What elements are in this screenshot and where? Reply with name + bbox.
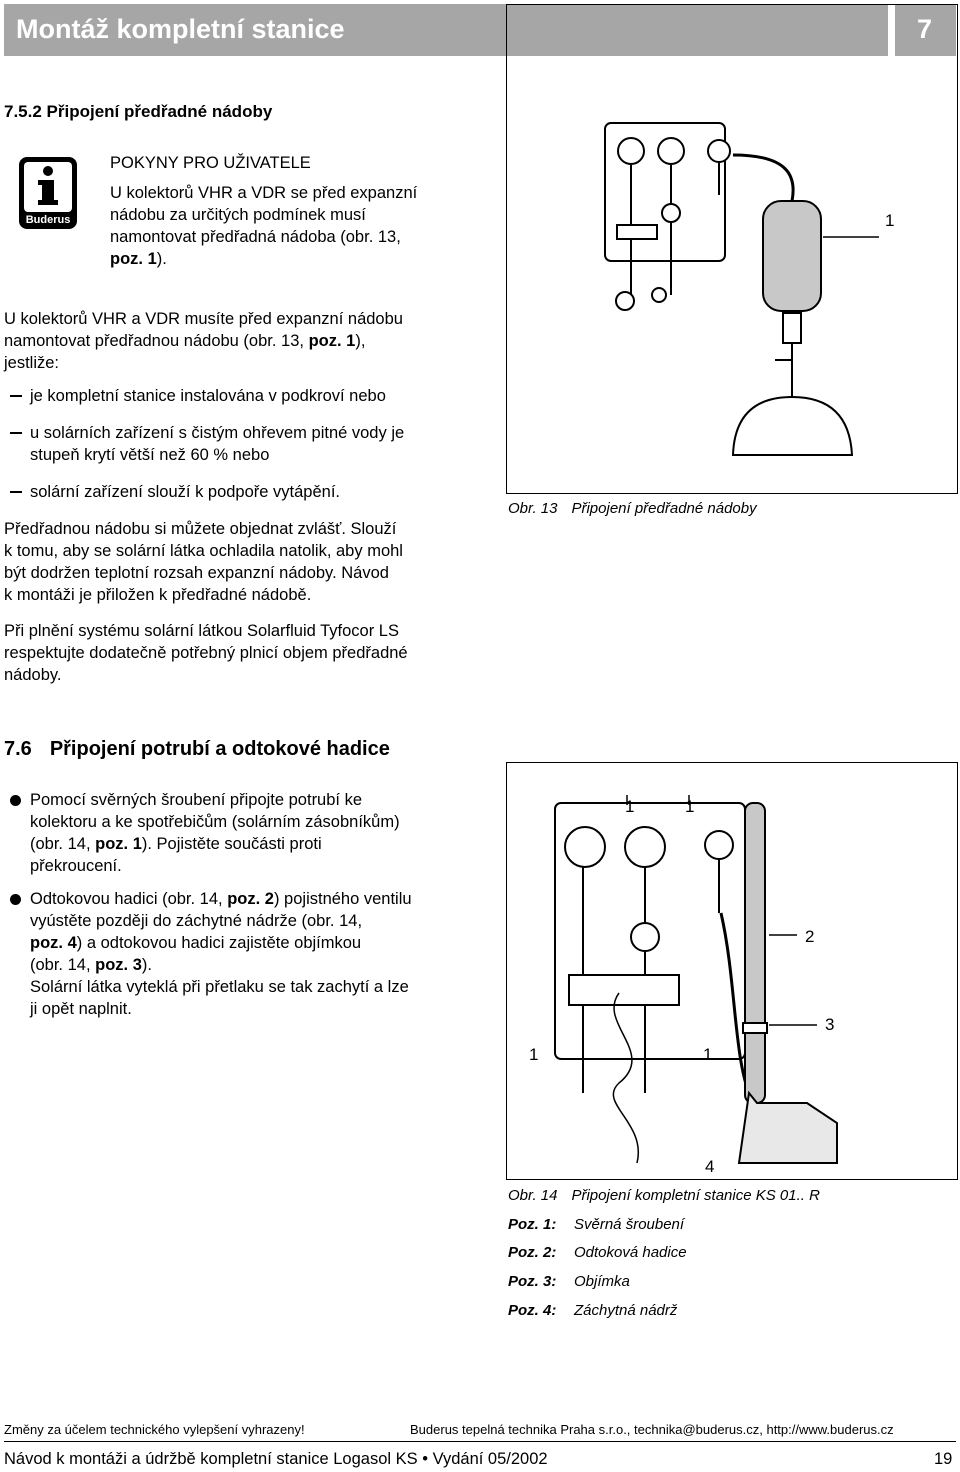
figure-13-drawing (507, 5, 957, 493)
dash-item-2: u solárních zařízení s čistým ohřevem pitné vody je stupeň krytí větší než 60 % nebo (4, 422, 484, 466)
legend-row-1: Poz. 1: Svěrná šroubení (508, 1216, 685, 1233)
bullet-marker (10, 894, 21, 905)
figure-14-label-top-left: 1 (625, 797, 635, 816)
legend-row-2: Poz. 2: Odtoková hadice (508, 1244, 687, 1261)
figure-14-label-top-right: 1 (685, 797, 695, 816)
notice-line-2: nádobu za určitých podmínek musí (110, 206, 366, 224)
figure-13-frame (506, 4, 958, 494)
notice-line-3: namontovat předřadná nádoba (obr. 13, (110, 228, 401, 246)
dash-marker (10, 395, 22, 397)
figure-14-label-bottom-right: 1 (703, 1045, 713, 1064)
dash-marker (10, 432, 22, 434)
notice-block (110, 152, 417, 270)
figure-14-drawing (507, 763, 957, 1179)
buderus-logo-text: Buderus (25, 214, 71, 226)
notice-line-1: U kolektorů VHR a VDR se před expanzní (110, 184, 418, 202)
figure-14-label-2: 2 (805, 927, 815, 946)
figure-14-frame (506, 762, 958, 1180)
chapter-title: Montáž kompletní stanice (16, 14, 345, 44)
notice-title: POKYNY PRO UŽIVATELE (110, 154, 311, 172)
footer-divider (4, 1441, 956, 1442)
dash-item-3: solární zařízení slouží k podpoře vytápění. (4, 481, 484, 503)
paragraph-1: U kolektorů VHR a VDR musíte před expanzní nádobu namontovat předřadnou nádobu (obr. 13, poz. 1), jestliže: (4, 310, 403, 372)
section-heading-7-5-2: 7.5.2 Připojení předřadné nádoby (4, 102, 273, 121)
legend-row-4: Poz. 4: Záchytná nádrž (508, 1302, 678, 1319)
figure-14-label-bottom-left: 1 (529, 1045, 539, 1064)
bullet-item-2: Odtokovou hadici (obr. 14, poz. 2) pojistného ventilu vyústěte později do záchytné nádrže (obr. 14, poz. 4) a odtokovou hadici zajistěte objímkou (obr. 14, poz. 3). Solární látka vyteklá při přetlaku se tak zachytí a lze ji opět naplnit. (4, 888, 484, 1020)
figure-14-caption: Obr. 14 Připojení kompletní stanice KS 01.. R (508, 1187, 820, 1204)
legend-row-3: Poz. 3: Objímka (508, 1273, 630, 1290)
paragraph-3: Při plnění systému solární látkou Solarfluid Tyfocor LS respektujte dodatečně potřebný plnicí objem předřadné nádoby. (4, 622, 408, 684)
bullet-item-1: Pomocí svěrných šroubení připojte potrubí ke kolektoru a ke spotřebičům (solárním zásobníkům) (obr. 14, poz. 1). Pojistěte součásti proti překroucení. (4, 789, 484, 877)
figure-13-label-1: 1 (885, 211, 895, 230)
figure-14-label-4: 4 (705, 1157, 715, 1176)
dash-item-1: je kompletní stanice instalována v podkroví nebo (4, 385, 484, 407)
user-info-icon (18, 156, 78, 230)
bullet-marker (10, 795, 21, 806)
section-heading-7-6: 7.6 Připojení potrubí a odtokové hadice (4, 738, 390, 760)
figure-13-caption: Obr. 13 Připojení předřadné nádoby (508, 500, 757, 517)
figure-14-label-3: 3 (825, 1015, 835, 1034)
dash-marker (10, 491, 22, 493)
footer-contact: Buderus tepelná technika Praha s.r.o., technika@buderus.cz, http://www.buderus.cz (410, 1422, 894, 1437)
footer-doc-title: Návod k montáži a údržbě kompletní stanice Logasol KS • Vydání 05/2002 (4, 1450, 548, 1468)
footer-page-number: 19 (934, 1450, 953, 1468)
footer-disclaimer: Změny za účelem technického vylepšení vyhrazeny! (4, 1422, 305, 1437)
paragraph-2: Předřadnou nádobu si můžete objednat zvlášť. Slouží k tomu, aby se solární látka ochladila natolik, aby mohl být dodržen teplotní rozsah expanzní nádoby. Návod k montáži je přiložen k předřadné nádobě. (4, 520, 403, 604)
notice-line-4: poz. 1). (110, 250, 167, 268)
chapter-number: 7 (917, 14, 933, 44)
